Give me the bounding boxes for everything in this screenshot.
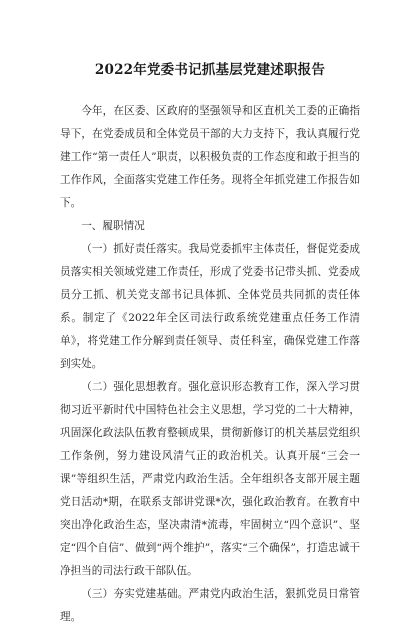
item-paragraph-foundation: （三）夯实党建基础。严肃党内政治生活，狠抓党员日常管理。 (60, 588, 360, 623)
section-heading-performance: 一、履职情况 (81, 220, 145, 232)
document-title: 2022年党委书记抓基层党建述职报告 (94, 62, 326, 78)
item-paragraph-responsibility: （一）抓好责任落实。我局党委抓牢主体责任，督促党委成员落实相关领域党建工作责任，形成了党委书记带头抓、党委成员分工抓、机关党支部书记具体抓、全体党员共同抓的责任体系。制定了《2022年全区司法行政系统党建重点任务工作清单》，将党建工作分解到责任领导、责任科室，确保党建工作落到实处。 (60, 243, 360, 370)
item-paragraph-education: （二）强化思想教育。强化意识形态教育工作，深入学习贯彻习近平新时代中国特色社会主义思想，学习党的二十大精神，巩固深化政法队伍教育整顿成果，贯彻新修订的机关基层党组织工作条例，努力建设风清气正的政治机关。认真开展“三会一课”等组织生活，严肃党内政治生活。全年组织各支部开展主题党日活动*期，在联系支部讲党课*次，强化政治教育。在教育中突出净化政治生态，坚决肃清*流毒，牢固树立“四个意识”、坚定“四个自信”、做到“两个维护”，落实“三个确保”，打造忠诚干净担当的司法行政干部队伍。 (60, 381, 360, 577)
intro-paragraph: 今年，在区委、区政府的坚强领导和区直机关工委的正确指导下，在党委成员和全体党员干部的大力支持下，我认真履行党建工作“第一责任人”职责，以积极负责的工作态度和敢于担当的工作作风，全面落实党建工作任务。现将全年抓党建工作报告如下。 (60, 105, 360, 209)
